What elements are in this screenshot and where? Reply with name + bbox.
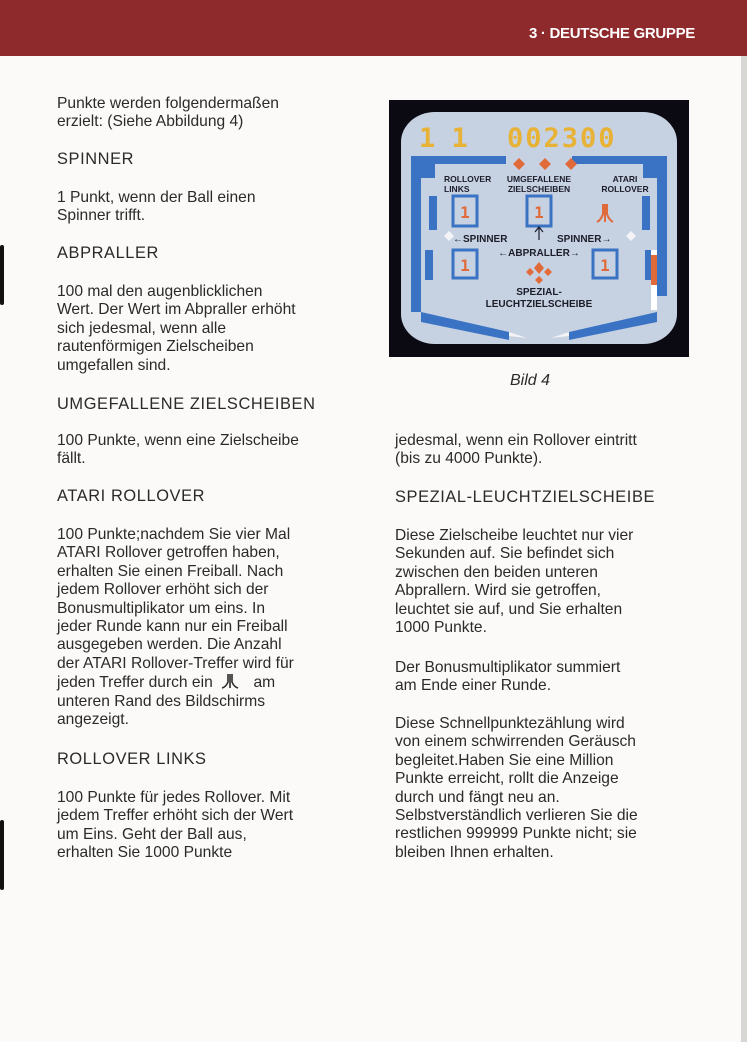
header-bar	[0, 0, 747, 56]
label-spinner-right: SPINNER→	[557, 234, 612, 245]
label-spinner-left: ←SPINNER	[453, 234, 508, 245]
heading-abpraller: ABPRALLER	[57, 244, 159, 262]
heading-umgefallene-zielscheiben: UMGEFALLENE ZIELSCHEIBEN	[57, 395, 316, 413]
heading-spezial-leuchtzielscheibe: SPEZIAL-LEUCHTZIELSCHEIBE	[395, 488, 656, 506]
heading-atari-rollover: ATARI ROLLOVER	[57, 487, 206, 505]
svg-text:LINKS: LINKS	[444, 184, 470, 194]
text-umgefallene-zielscheiben: 100 Punkte, wenn eine Zielscheibe fällt.	[57, 432, 299, 468]
heading-spinner: SPINNER	[57, 150, 135, 168]
figure-caption: Bild 4	[510, 372, 551, 389]
svg-text:LEUCHTZIELSCHEIBE: LEUCHTZIELSCHEIBE	[485, 299, 593, 310]
heading-rollover-links: ROLLOVER LINKS	[57, 750, 207, 768]
chapter-title: 3 · DEUTSCHE GRUPPE	[529, 25, 695, 42]
label-rollover-links: ROLLOVER	[444, 174, 492, 184]
svg-text:ROLLOVER: ROLLOVER	[601, 184, 649, 194]
target-value: 1	[460, 203, 470, 222]
label-abpraller: ←ABPRALLER→	[498, 248, 580, 259]
plunger-icon	[651, 255, 657, 285]
text-abpraller: 100 mal den augenblicklichen Wert. Der Wert im Abpraller erhöht sich jedesmal, wenn alle rautenförmigen Zielscheiben umgefallen sind.	[57, 283, 296, 374]
text-schnellpunkte: Diese Schnellpunktezählung wird von einem schwirrenden Geräusch begleitet.Haben Sie eine Million Punkte erreicht, rollt die Anzeige durch und fängt neu an. Selbstverständlich verlieren Sie die restlichen 999999 Punkte nicht; sie bleiben Ihnen erhalten.	[395, 715, 638, 861]
svg-text:ZIELSCHEIBEN: ZIELSCHEIBEN	[507, 184, 571, 194]
text-atari-rollover: 100 Punkte;nachdem Sie vier Mal ATARI Rollover getroffen haben, erhalten Sie einen Freiball. Nach jedem Rollover erhöht sich der Bonusmultiplikator um eins. In jeder Runde kann nur ein Freiball ausgegeben werden. Die Anzahl der ATARI Rollover-Treffer wird für jeden Treffer durch ein am unteren Rand des Bildschirms angezeigt.	[57, 526, 294, 729]
label-umgefallene: UMGEFALLENE	[506, 174, 572, 184]
text-continued: jedesmal, wenn ein Rollover eintritt (bis zu 4000 Punkte).	[395, 432, 637, 468]
atari-logo-icon	[217, 673, 243, 689]
intro-text: Punkte werden folgendermaßen erzielt: (Siehe Abbildung 4)	[57, 95, 279, 131]
text-spezial: Diese Zielscheibe leuchtet nur vier Sekunden auf. Sie befindet sich zwischen den beiden unteren Abprallern. Wird sie getroffen, leuchtet sie auf, und Sie erhalten 1000 Punkte.	[395, 527, 634, 637]
text-bonusmultiplikator: Der Bonusmultiplikator summiert am Ende einer Runde.	[395, 659, 621, 695]
text-rollover-links: 100 Punkte für jedes Rollover. Mit jedem Treffer erhöht sich der Wert um Eins. Geht der Ball aus, erhalten Sie 1000 Punkte	[57, 789, 294, 862]
score-display: 002300	[507, 123, 617, 154]
text-spinner: 1 Punkt, wenn der Ball einen Spinner trifft.	[57, 189, 256, 225]
binder-hole	[0, 245, 4, 305]
target-value: 1	[460, 256, 470, 275]
page-edge	[741, 56, 747, 1042]
target-value: 1	[600, 256, 610, 275]
binder-hole	[0, 820, 4, 890]
player-number: 1 1	[419, 123, 468, 154]
game-screenshot	[389, 100, 689, 357]
target-value: 1	[534, 203, 544, 222]
label-atari-rollover: ATARI	[612, 174, 638, 184]
label-spezial: SPEZIAL-	[516, 287, 562, 298]
